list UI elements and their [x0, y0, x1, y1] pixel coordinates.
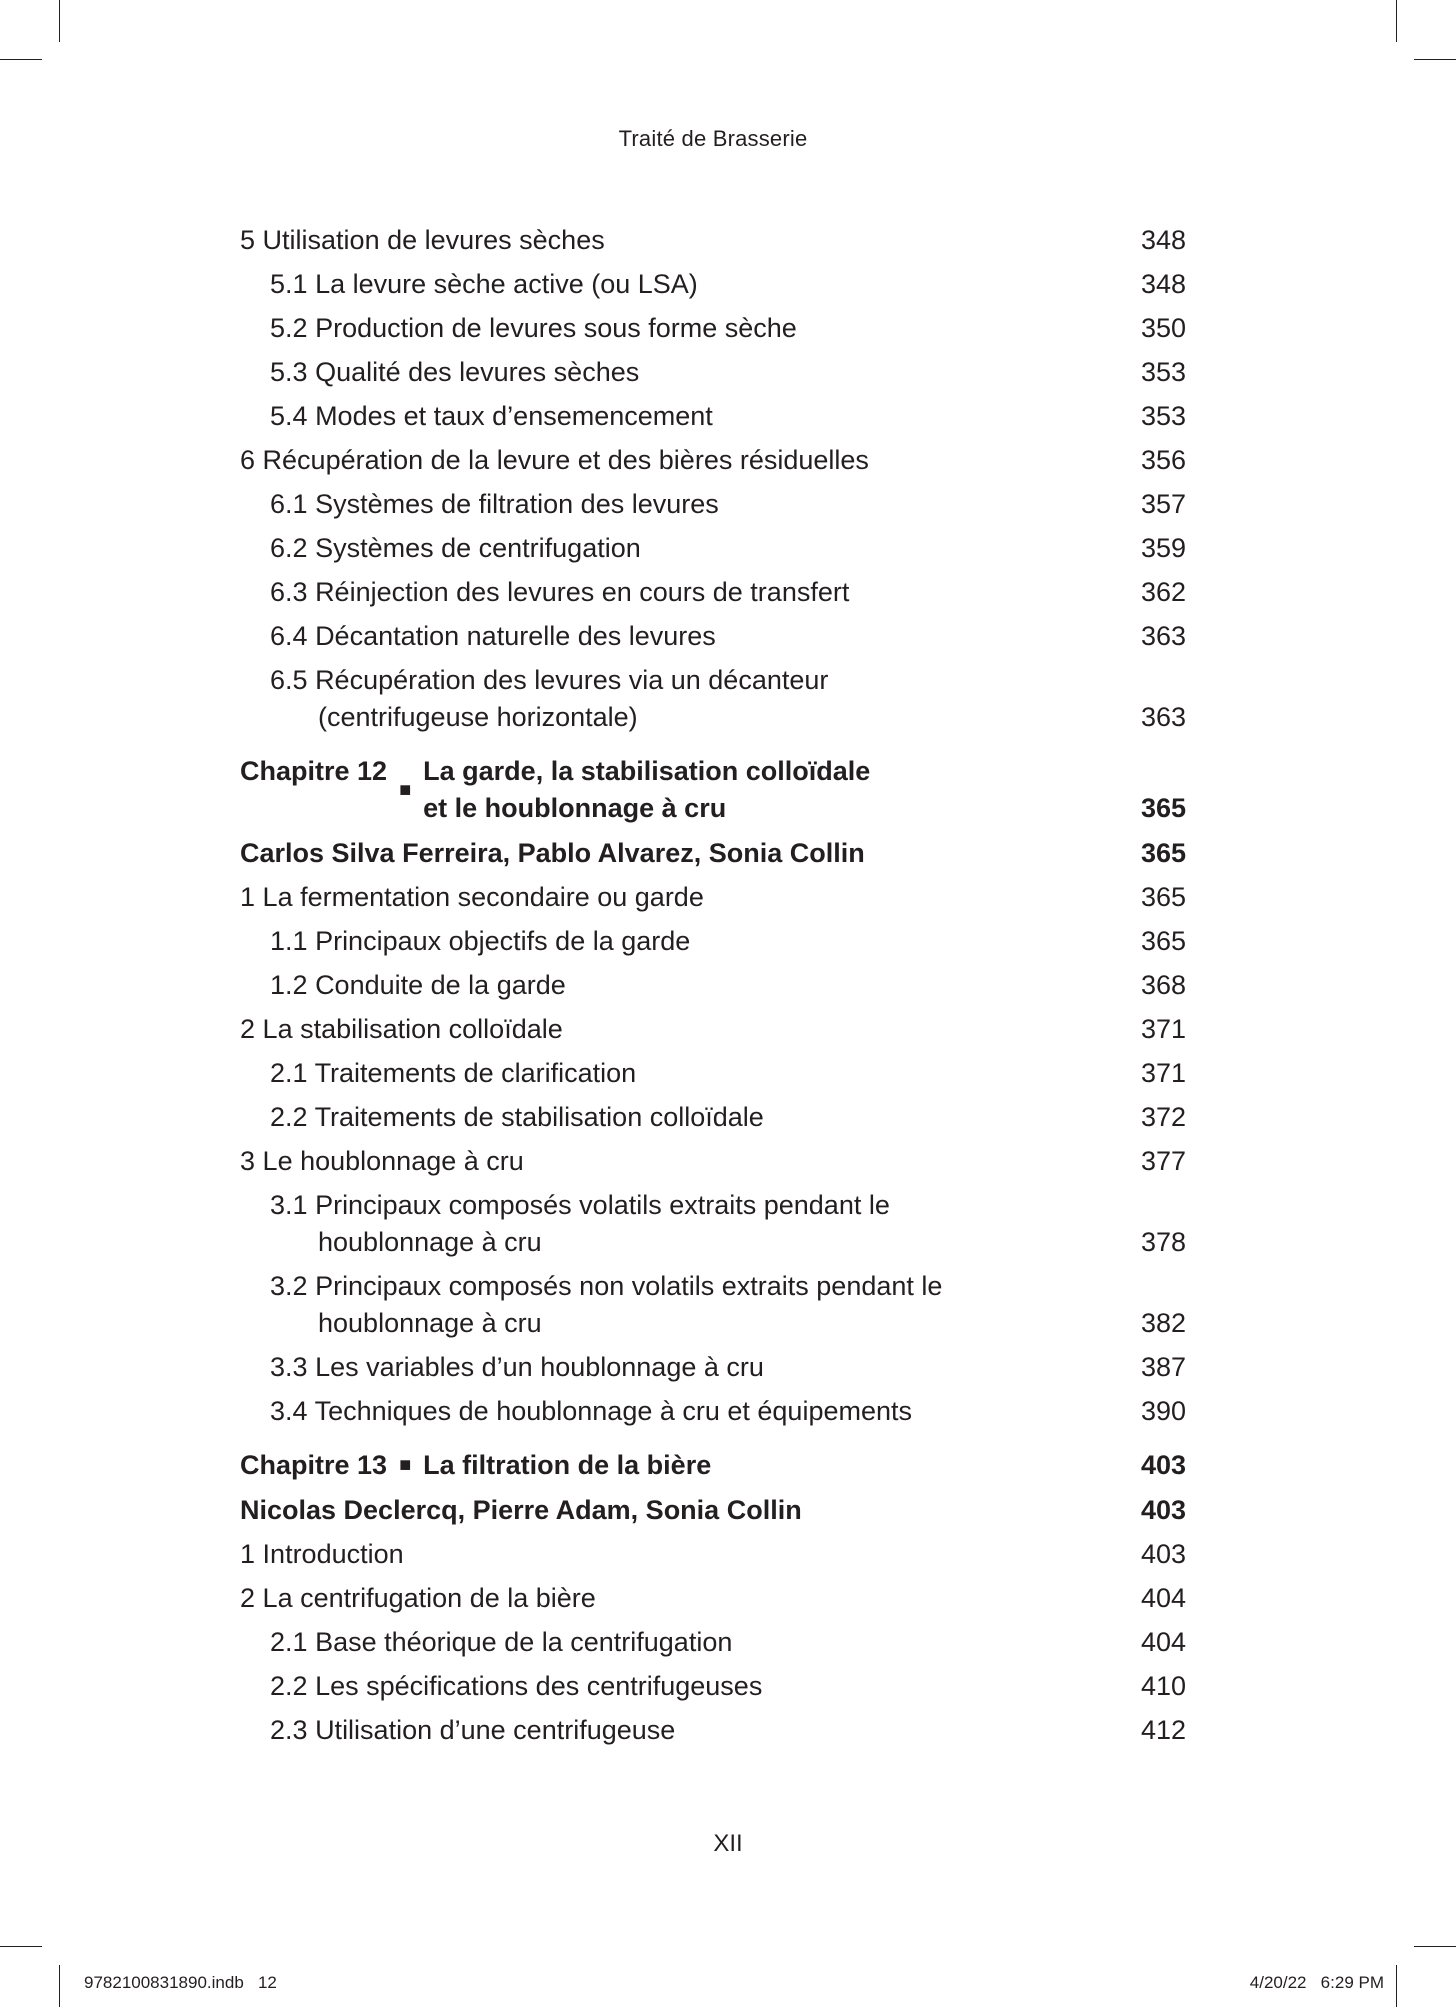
toc-page-number: 362: [1140, 577, 1186, 607]
toc-entry-title: Introduction: [262, 1539, 404, 1569]
toc-entry-title: Production de levures sous forme sèche: [315, 313, 797, 343]
toc-entry-title: Utilisation de levures sèches: [262, 225, 605, 255]
crop-mark-bottom-left-h: [0, 1946, 42, 1947]
toc-entry-number: 2.3: [270, 1715, 308, 1745]
toc-entry-number: 2.1: [270, 1058, 308, 1088]
toc-entry-title: Utilisation d’une centrifugeuse: [315, 1715, 676, 1745]
toc-entry-title: Réinjection des levures en cours de transfert: [315, 577, 850, 607]
toc-entry-title: Systèmes de centrifugation: [315, 533, 641, 563]
toc-entry-title: Modes et taux d’ensemencement: [315, 401, 713, 431]
toc-entry-number: 6.2: [270, 533, 308, 563]
toc-entry[interactable]: [240, 266, 1186, 303]
toc-entry-title: Récupération des levures via un décanteur (centrifugeuse horizontale): [315, 665, 829, 732]
toc-entry-number: 6.1: [270, 489, 308, 519]
toc-page-number: 410: [1140, 1671, 1186, 1701]
toc-entry-number: 6.5: [270, 665, 308, 695]
toc-chapter-authors[interactable]: [240, 1492, 1186, 1529]
toc-entry[interactable]: [240, 967, 1186, 1004]
toc-entry-title: Systèmes de filtration des levures: [315, 489, 719, 519]
toc-entry[interactable]: [240, 1624, 1186, 1661]
toc-page-number: 363: [1140, 621, 1186, 651]
toc-entry[interactable]: [240, 574, 1186, 611]
toc-entry[interactable]: [240, 222, 1186, 259]
toc-entry-title: Conduite de la garde: [315, 970, 566, 1000]
toc-entry[interactable]: [240, 1268, 1186, 1342]
toc-entry[interactable]: [240, 1011, 1186, 1048]
toc-entry-title: Techniques de houblonnage à cru et équipements: [314, 1396, 913, 1426]
toc-entry-title: Base théorique de la centrifugation: [315, 1627, 733, 1657]
toc-page-number: 404: [1140, 1627, 1186, 1657]
toc-entry-number: 3.3: [270, 1352, 308, 1382]
toc-entry-number: 3: [240, 1146, 256, 1176]
toc-entry-title: Traitements de stabilisation colloïdale: [314, 1102, 764, 1132]
toc-entry[interactable]: [240, 879, 1186, 916]
toc-entry-number: 3.4: [270, 1396, 308, 1426]
chapter-title: La garde, la stabilisation colloïdale et le houblonnage à cru: [423, 756, 871, 823]
page-folio: XII: [713, 1830, 743, 1857]
table-of-contents: [240, 222, 1186, 1756]
toc-entry[interactable]: [240, 1055, 1186, 1092]
toc-page-number: 363: [1140, 702, 1186, 732]
toc-page-number: 356: [1140, 445, 1186, 475]
toc-page-number: 390: [1140, 1396, 1186, 1426]
crop-mark-top-left-h: [0, 59, 42, 60]
toc-entry-title: La fermentation secondaire ou garde: [262, 882, 704, 912]
toc-page-number: 353: [1140, 401, 1186, 431]
authors-names: Carlos Silva Ferreira, Pablo Alvarez, Sonia Collin: [240, 838, 865, 868]
toc-page-number: 412: [1140, 1715, 1186, 1745]
toc-entry-number: 2.1: [270, 1627, 308, 1657]
toc-chapter-heading[interactable]: [240, 753, 1186, 827]
toc-entry[interactable]: [240, 1712, 1186, 1749]
toc-entry-title: La centrifugation de la bière: [262, 1583, 596, 1613]
running-head: Traité de Brasserie: [618, 126, 808, 151]
toc-entry-number: 5.1: [270, 269, 308, 299]
toc-entry-title: Les spécifications des centrifugeuses: [315, 1671, 763, 1701]
crop-mark-bottom-right-h: [1414, 1946, 1456, 1947]
toc-entry-title: La levure sèche active (ou LSA): [315, 269, 698, 299]
toc-entry[interactable]: [240, 354, 1186, 391]
toc-entry[interactable]: [240, 398, 1186, 435]
toc-entry-number: 3.1: [270, 1190, 308, 1220]
toc-entry[interactable]: [240, 1143, 1186, 1180]
toc-entry-number: 1: [240, 1539, 256, 1569]
toc-entry[interactable]: [240, 1099, 1186, 1136]
crop-mark-top-left-v: [59, 0, 60, 42]
toc-entry-title: Qualité des levures sèches: [315, 357, 640, 387]
toc-entry-title: Les variables d’un houblonnage à cru: [315, 1352, 764, 1382]
toc-page-number: 403: [1140, 1495, 1186, 1525]
toc-entry-title: Principaux composés volatils extraits pendant le houblonnage à cru: [315, 1190, 890, 1257]
toc-entry-number: 6.4: [270, 621, 308, 651]
toc-entry-number: 5.2: [270, 313, 308, 343]
chapter-separator-icon: ■: [399, 778, 412, 801]
toc-page-number: 387: [1140, 1352, 1186, 1382]
toc-entry-number: 1.2: [270, 970, 308, 1000]
toc-page-number: 404: [1140, 1583, 1186, 1613]
toc-entry[interactable]: [240, 618, 1186, 655]
toc-page-number: 382: [1140, 1308, 1186, 1338]
toc-entry-number: 1: [240, 882, 256, 912]
toc-page-number: 368: [1140, 970, 1186, 1000]
toc-entry-number: 2.2: [270, 1102, 308, 1132]
toc-page-number: 371: [1140, 1058, 1186, 1088]
toc-entry-title: Principaux objectifs de la garde: [315, 926, 691, 956]
toc-chapter-authors[interactable]: [240, 835, 1186, 872]
toc-entry-title: Le houblonnage à cru: [262, 1146, 524, 1176]
chapter-title: La filtration de la bière: [423, 1450, 712, 1480]
toc-page-number: 365: [1140, 838, 1186, 868]
print-slug-date: 4/20/22 6:29 PM: [1249, 1973, 1384, 1992]
toc-page-number: 377: [1140, 1146, 1186, 1176]
toc-entry-number: 1.1: [270, 926, 308, 956]
toc-entry-number: 5.3: [270, 357, 308, 387]
toc-entry[interactable]: [240, 1536, 1186, 1573]
toc-page-number: 348: [1140, 269, 1186, 299]
toc-page-number: 357: [1140, 489, 1186, 519]
toc-page-number: 350: [1140, 313, 1186, 343]
toc-entry-number: 2: [240, 1014, 256, 1044]
toc-entry-number: 2: [240, 1583, 256, 1613]
toc-page-number: 372: [1140, 1102, 1186, 1132]
toc-entry-title: Principaux composés non volatils extraits pendant le houblonnage à cru: [315, 1271, 943, 1338]
chapter-separator-icon: ■: [399, 1454, 412, 1476]
crop-mark-top-right-v: [1396, 0, 1397, 42]
toc-page-number: 365: [1140, 793, 1186, 823]
toc-entry[interactable]: [240, 310, 1186, 347]
toc-entry[interactable]: [240, 1349, 1186, 1386]
toc-entry-title: La stabilisation colloïdale: [262, 1014, 563, 1044]
toc-entry-number: 3.2: [270, 1271, 308, 1301]
toc-page-number: 353: [1140, 357, 1186, 387]
toc-entry[interactable]: [240, 1580, 1186, 1617]
authors-names: Nicolas Declercq, Pierre Adam, Sonia Collin: [240, 1495, 802, 1525]
toc-entry[interactable]: [240, 1393, 1186, 1430]
toc-entry-title: Récupération de la levure et des bières résiduelles: [262, 445, 869, 475]
toc-entry-number: 2.2: [270, 1671, 308, 1701]
toc-page-number: 365: [1140, 882, 1186, 912]
print-slug-file: 9782100831890.indb 12: [84, 1973, 277, 1992]
toc-page-number: 359: [1140, 533, 1186, 563]
toc-page-number: 348: [1140, 225, 1186, 255]
toc-page-number: 378: [1140, 1227, 1186, 1257]
crop-mark-bottom-left-v: [59, 1965, 60, 2007]
toc-page-number: 371: [1140, 1014, 1186, 1044]
chapter-number: Chapitre 13: [240, 1450, 388, 1480]
toc-entry[interactable]: [240, 923, 1186, 960]
toc-entry[interactable]: [240, 1668, 1186, 1705]
crop-mark-bottom-right-v: [1396, 1965, 1397, 2007]
toc-entry-title: Traitements de clarification: [314, 1058, 637, 1088]
toc-page-number: 403: [1140, 1450, 1186, 1480]
toc-entry[interactable]: [240, 442, 1186, 479]
toc-entry-number: 6.3: [270, 577, 308, 607]
crop-mark-top-right-h: [1414, 59, 1456, 60]
toc-entry-number: 5.4: [270, 401, 308, 431]
chapter-number: Chapitre 12: [240, 756, 388, 786]
toc-entry[interactable]: [240, 662, 1186, 736]
toc-entry[interactable]: [240, 486, 1186, 523]
toc-entry[interactable]: [240, 1187, 1186, 1261]
toc-page-number: 365: [1140, 926, 1186, 956]
toc-page-number: 403: [1140, 1539, 1186, 1569]
toc-entry-title: Décantation naturelle des levures: [315, 621, 716, 651]
toc-chapter-heading[interactable]: [240, 1447, 1186, 1484]
toc-entry-number: 6: [240, 445, 256, 475]
toc-entry[interactable]: [240, 530, 1186, 567]
toc-entry-number: 5: [240, 225, 256, 255]
